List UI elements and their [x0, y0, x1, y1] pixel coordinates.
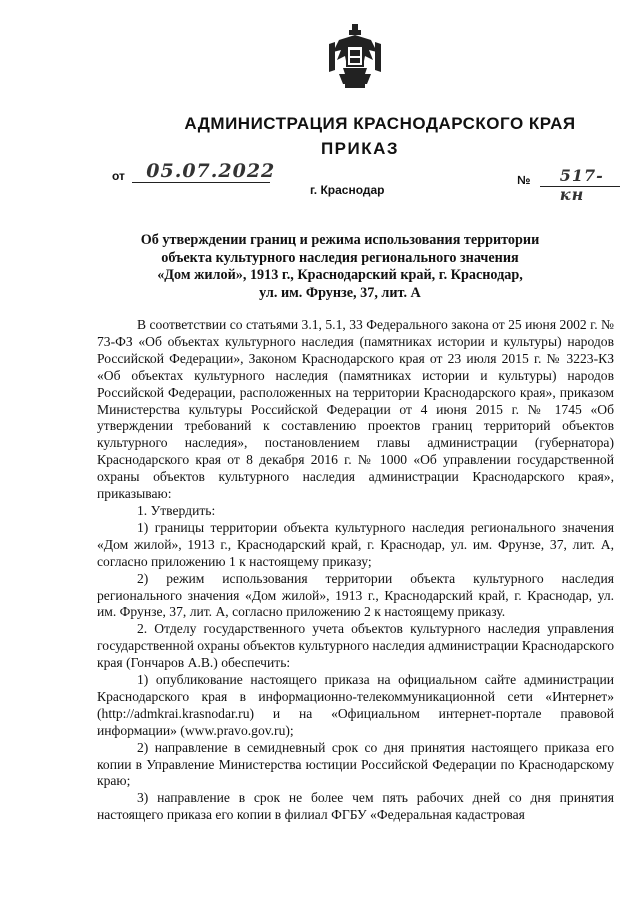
paragraph-item-2-1: 1) опубликование настоящего приказа на официальном сайте администрации Краснодарского края в информационно-телекоммуникационной сети «Интернет» (http://admkrai.krasnodar.ru) и на «Официальном интернет-портале правовой информации» (www.pravo.gov.ru); [97, 672, 614, 738]
coat-of-arms-icon [325, 22, 385, 90]
administration-title: АДМИНИСТРАЦИЯ КРАСНОДАРСКОГО КРАЯ [184, 114, 576, 133]
date-line [132, 160, 276, 183]
paragraph-item-2-3: 3) направление в срок не более чем пять рабочих дней со дня принятия настоящего приказа его копии в филиал ФГБУ «Федеральная кадастровая [97, 790, 614, 823]
number-line [540, 166, 620, 204]
order-number [517, 166, 620, 204]
paragraph-item-1-2: 2) режим использования территории объекта культурного наследия регионального значения «Дом жилой», 1913 г., Краснодарский край, г. Краснодар, ул. им. Фрунзе, 37, лит. А, согласно приложению 2 к настоящему приказу. [97, 570, 614, 620]
paragraph-item-1: 1. Утвердить: [137, 502, 216, 518]
title-line: «Дом жилой», 1913 г., Краснодарский край, г. Краснодар, [157, 267, 523, 283]
paragraph-item-2: 2. Отделу государственного учета объектов культурного наследия управления государственной охраны объектов культурного наследия администрации Краснодарского края (Гончаров А.В.) обеспечить: [97, 621, 614, 671]
paragraph-item-2-2: 2) направление в семидневный срок со дня принятия настоящего приказа его копии в Управление Министерства юстиции Российской Федерации по Краснодарскому краю; [97, 739, 614, 789]
document-body [97, 317, 614, 824]
number-prefix: № [517, 173, 531, 187]
title-line: ул. им. Фрунзе, 37, лит. А [259, 284, 421, 301]
paragraph-item-1-1: 1) границы территории объекта культурного наследия регионального значения «Дом жилой», 1913 г., Краснодарский край, г. Краснодар, ул. им. Фрунзе, 37, лит. А, согласно приложению 1 к настоящему приказу; [97, 519, 614, 569]
order-date [112, 160, 276, 183]
handwritten-date: 05.07.2022 [146, 160, 276, 182]
order-title: ПРИКАЗ [320, 139, 400, 158]
date-prefix: от [112, 169, 125, 183]
document-title [110, 232, 570, 302]
title-line: Об утверждении границ и режима использования территории [140, 232, 540, 248]
handwritten-number: 517-кн [559, 166, 604, 204]
city: г. Краснодар [310, 183, 385, 197]
title-line: объекта культурного наследия регионального значения [161, 249, 519, 266]
paragraph-preamble: В соответствии со статьями 3.1, 5.1, 33 Федерального закона от 25 июня 2002 г. № 73-ФЗ «Об объектах культурного наследия (памятниках истории и культуры) народов Российской Федерации», Законом Краснодарского края от 23 июля 2015 г. № 3223-КЗ «Об объектах культурного наследия (памятниках истории и культуры) народов Российской Федерации, расположенных на территории Краснодарского края», приказом Министерства культуры Российской Федерации от 4 июня 2015 г. № 1745 «Об утверждении требований к составлению проектов границ территорий объектов культурного наследия», постановлением главы администрации (губернатора) Краснодарского края от 8 декабря 2016 г. № 1000 «Об управлении государственной охраны объектов культурного наследия администрации Краснодарского края», приказываю: [97, 317, 614, 502]
